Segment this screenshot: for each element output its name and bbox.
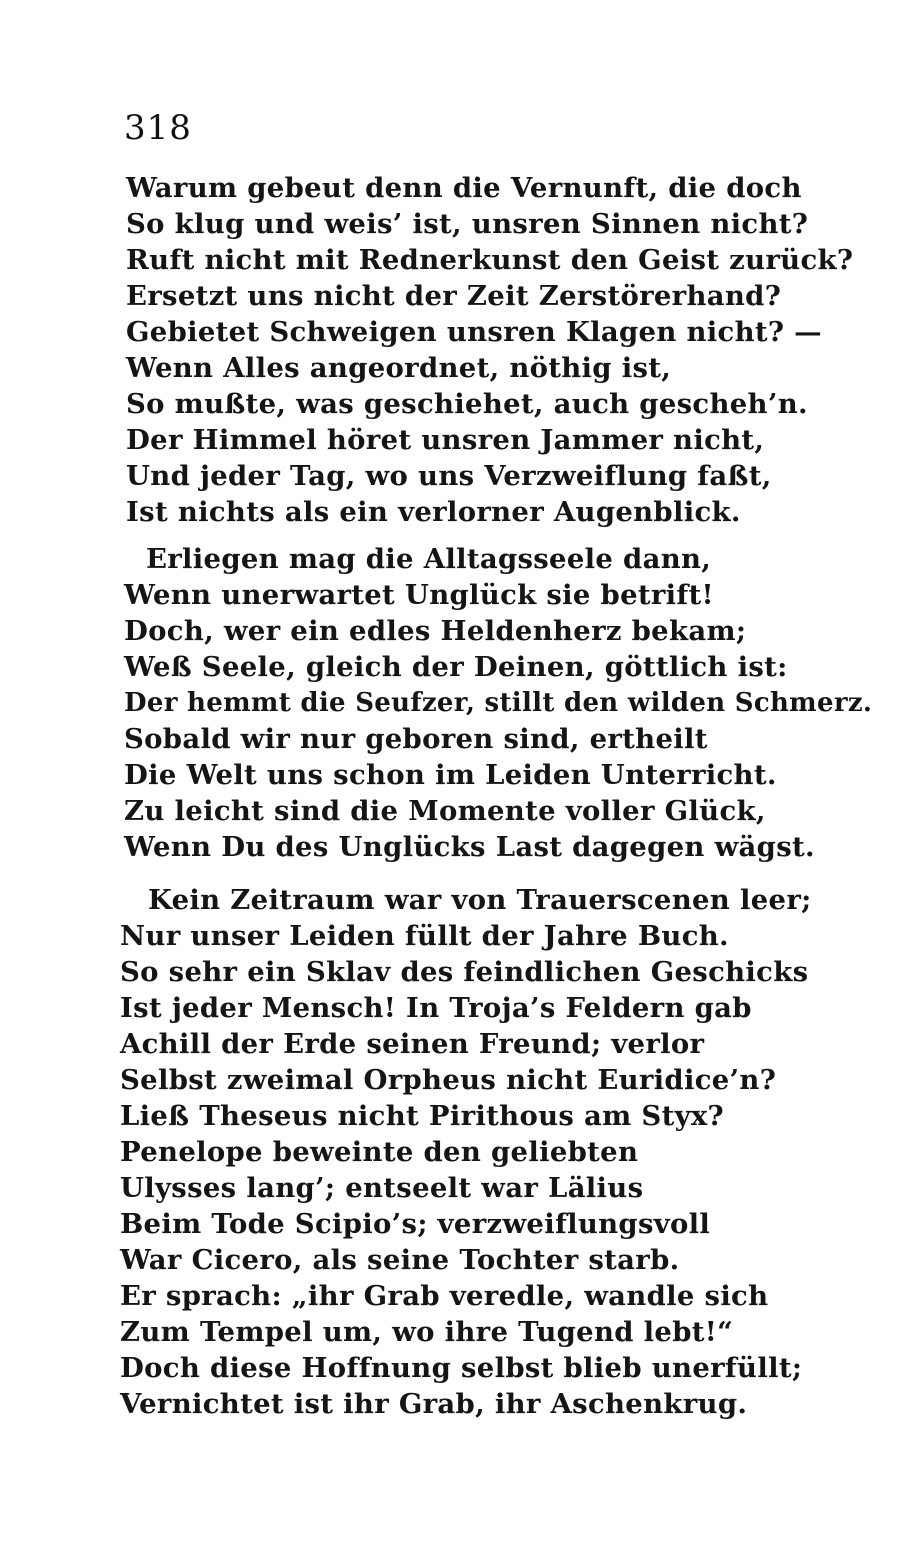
verse-line: So sehr ein Sklav des feindlichen Geschicks	[120, 956, 809, 988]
verse-line: Weß Seele, gleich der Deinen, göttlich ist:	[124, 651, 788, 683]
verse-line: Kein Zeitraum war von Trauerscenen leer;	[148, 884, 812, 916]
verse-line: Achill der Erde seinen Freund; verlor	[120, 1028, 705, 1060]
verse-line: So mußte, was geschiehet, auch gescheh’n.	[126, 388, 808, 420]
verse-line: Selbst zweimal Orpheus nicht Euridice’n?	[120, 1064, 777, 1096]
verse-line: Nur unser Leiden füllt der Jahre Buch.	[120, 920, 729, 952]
verse-line: Ließ Theseus nicht Pirithous am Styx?	[120, 1100, 724, 1132]
verse-line: Ist nichts als ein verlorner Augenblick.	[126, 496, 741, 528]
verse-line: Ist jeder Mensch! In Troja’s Feldern gab	[120, 992, 752, 1024]
verse-line: Wenn unerwartet Unglück sie betrift!	[124, 579, 714, 611]
verse-line: Warum gebeut denn die Vernunft, die doch	[126, 172, 802, 204]
verse-line: Die Welt uns schon im Leiden Unterricht.	[124, 759, 777, 791]
verse-line: Erliegen mag die Alltagsseele dann,	[146, 543, 712, 575]
verse-line: So klug und weis’ ist, unsren Sinnen nicht?	[126, 208, 809, 240]
verse-line: Er sprach: „ihr Grab veredle, wandle sich	[120, 1280, 769, 1312]
verse-line: Ersetzt uns nicht der Zeit Zerstörerhand?	[126, 280, 782, 312]
verse-line: Penelope beweinte den geliebten	[120, 1136, 639, 1168]
verse-line: Wenn Du des Unglücks Last dagegen wägst.	[124, 831, 815, 863]
verse-line: Sobald wir nur geboren sind, ertheilt	[124, 723, 708, 755]
verse-line: Der hemmt die Seufzer, stillt den wilden Schmerz.	[124, 688, 873, 718]
verse-line: Vernichtet ist ihr Grab, ihr Aschenkrug.	[120, 1388, 748, 1420]
verse-line: Doch, wer ein edles Heldenherz bekam;	[124, 615, 747, 647]
verse-line: Zu leicht sind die Momente voller Glück,	[124, 795, 766, 827]
verse-line: Doch diese Hoffnung selbst blieb unerfüllt;	[120, 1352, 803, 1384]
verse-line: Wenn Alles angeordnet, nöthig ist,	[126, 352, 672, 384]
verse-line: Und jeder Tag, wo uns Verzweiflung faßt,	[126, 460, 772, 492]
verse-line: Zum Tempel um, wo ihre Tugend lebt!“	[120, 1316, 734, 1348]
verse-line: Der Himmel höret unsren Jammer nicht,	[126, 424, 765, 456]
verse-line: Ruft nicht mit Rednerkunst den Geist zurück?	[126, 244, 854, 276]
verse-line: Beim Tode Scipio’s; verzweiflungsvoll	[120, 1208, 711, 1240]
verse-line: Gebietet Schweigen unsren Klagen nicht? —	[126, 316, 822, 348]
verse-line: War Cicero, als seine Tochter starb.	[120, 1244, 680, 1276]
verse-line: Ulysses lang’; entseelt war Lälius	[120, 1172, 644, 1204]
page-number: 318	[124, 108, 192, 148]
